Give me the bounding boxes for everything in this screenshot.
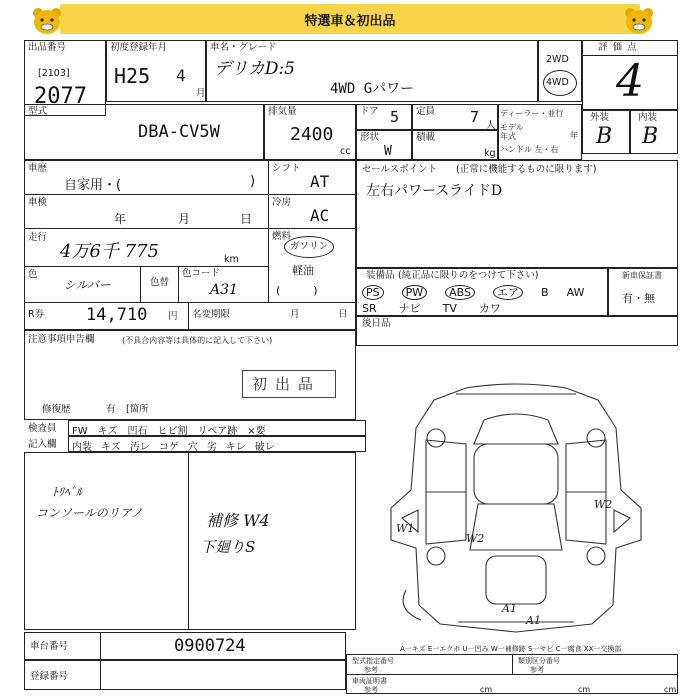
capacity-label: 定員	[416, 106, 436, 117]
drive-label: 2WD	[546, 54, 569, 65]
exterior-label: 外装	[590, 112, 610, 123]
equipment-row-1-item: PW	[402, 285, 428, 300]
inspector-row-2-item: キズ	[101, 442, 121, 453]
inspection-day: 日	[240, 212, 253, 226]
chassis-value: 0900724	[174, 636, 246, 656]
history-close: )	[250, 174, 256, 189]
first-reg-label: 初度登録年月	[110, 42, 168, 53]
lot-code: [2103]	[38, 68, 70, 79]
capacity-unit: 人	[486, 120, 496, 131]
equipment-row-1-item: ABS	[445, 285, 475, 300]
fuel-label: 燃料	[272, 231, 292, 242]
inspector-row-1-item: キズ	[97, 426, 118, 437]
diagram-mark: W2	[466, 532, 485, 545]
dim-unit: cm	[480, 685, 493, 694]
inspector-row-2-item: 汚レ	[129, 442, 150, 453]
repair-label: 修復歴	[42, 404, 71, 415]
equipment-row-2-item: SR	[362, 302, 377, 315]
inspection-month: 月	[178, 212, 191, 226]
inspector-row-1-item: ×要	[247, 426, 266, 437]
handwritten-left-1: ﾄﾘﾍﾞﾙ	[52, 485, 83, 499]
inspector-row-1-items	[72, 422, 276, 437]
first-reg-month-unit: 月	[196, 88, 206, 99]
name-change-day: 日	[338, 309, 348, 320]
later-items-label: 後日品	[362, 318, 391, 329]
equipment-row-1-item: PS	[362, 285, 384, 300]
ac-value: AC	[310, 206, 330, 225]
equipment-label: 装備品	[366, 270, 395, 281]
inspector-row-1-item: 凹石	[127, 426, 148, 437]
row-line	[24, 266, 268, 267]
exterior-value: B	[596, 124, 613, 149]
load-unit: kg	[484, 148, 496, 159]
equipment-hint: (純正品に限りのをつけて下さい)	[398, 270, 539, 281]
doors-label: ドア	[360, 106, 379, 117]
inspector-row-2-item: 穴	[187, 442, 198, 453]
repair-mark: [箇所	[126, 404, 149, 415]
dim-unit: cm	[578, 685, 591, 694]
color-change-label: 色替	[150, 277, 170, 288]
car-name: デリカD:5	[214, 59, 296, 79]
notes-hint: (不具合内容等は具体的に記入して下さい)	[122, 336, 273, 345]
warranty-label: 新車保証書	[622, 271, 662, 280]
equipment-row-1	[362, 284, 602, 300]
first-reg-year: H25	[114, 64, 151, 88]
recycle-value: 14,710	[86, 305, 148, 325]
damage-legend: A一キズ E一エクボ U一凹み W一補修跡 S一サビ C一腐食 XX一交換部	[400, 645, 622, 653]
color-value: シルバー	[64, 278, 111, 292]
notes-label: 注意事項申告欄	[28, 334, 95, 345]
equipment-row-2-item: ナビ	[398, 302, 421, 315]
recycle-unit: 円	[168, 311, 178, 322]
inspector-row-2-item: 破レ	[254, 442, 275, 453]
type-ref: 参考	[364, 666, 378, 674]
inspector-row-2-item: キレ	[225, 442, 246, 453]
dealer-year-unit: 年	[570, 131, 578, 140]
name-change-label: 名変期限	[192, 309, 231, 320]
model-label: 型式	[28, 106, 48, 117]
rating-label: 評価点	[598, 42, 642, 53]
shape-value: W	[384, 144, 392, 159]
row-line	[24, 228, 356, 229]
class-no-label: 類別区分番号	[518, 657, 560, 665]
equipment-row-1-item: B	[541, 286, 549, 299]
mileage-label: 走行	[28, 232, 48, 243]
first-listing-stamp-text: 初出品	[252, 375, 322, 393]
drive-value: 4WD	[546, 77, 569, 88]
sales-box	[356, 160, 678, 268]
displacement-unit: cc	[340, 146, 351, 157]
registration-box	[24, 660, 346, 690]
color-divider	[178, 266, 179, 302]
dim-ref: 参考	[364, 686, 378, 694]
footer-divider	[512, 654, 513, 674]
inspector-label: 検査員	[28, 423, 57, 434]
first-reg-month: 4	[176, 66, 186, 85]
diagram-mark: A1	[526, 614, 541, 627]
car-damage-diagram	[366, 380, 666, 635]
sales-label: セールスポイント	[362, 164, 438, 175]
capacity-value: 7	[470, 108, 480, 126]
displacement-label: 排気量	[268, 106, 297, 117]
interior-value: B	[642, 124, 659, 149]
sales-hint: (正常に機能するものに限ります)	[456, 164, 597, 175]
mileage-unit: km	[224, 254, 239, 265]
inspector-row-2-item: 内装	[72, 442, 92, 453]
sales-value: 左右パワースライドD	[366, 183, 503, 199]
inspection-year: 年	[114, 212, 127, 226]
shift-label: シフト	[272, 163, 301, 174]
dealer-label: ディーラー・並行	[500, 109, 564, 118]
inspector-row-2-item: コゲ	[158, 442, 179, 453]
model-value: DBA-CV5W	[138, 122, 220, 142]
fuel-gasoline: ガソリン	[290, 241, 329, 252]
history-value: 自家用・(	[64, 178, 122, 193]
rating-value: 4	[616, 56, 644, 107]
bear-mascot-icon	[30, 6, 64, 36]
car-label: 車名・グレード	[210, 42, 277, 53]
dealer-model: モデル	[500, 123, 524, 132]
class-ref: 参考	[530, 666, 544, 674]
car-grade: 4WD Gパワー	[330, 81, 415, 97]
detail-divider	[268, 160, 269, 302]
repair-value: 有	[106, 404, 116, 415]
ac-label: 冷房	[272, 197, 292, 208]
inspector-row-1-item: リペア跡	[197, 426, 238, 437]
handwritten-mid-2: 下廻りS	[200, 538, 256, 556]
inspector-row-1-item: FW	[72, 426, 88, 437]
equipment-row-1-item: AW	[566, 286, 585, 299]
equipment-row-2-item: カワ	[478, 302, 501, 315]
load-label: 積載	[416, 132, 436, 143]
name-change-month: 月	[290, 309, 300, 320]
inspector-row-2-item: 劣	[206, 442, 217, 453]
dealer-handle: ハンドル 左・右	[500, 145, 559, 154]
doors-value: 5	[390, 108, 400, 126]
dealer-year: 年式	[500, 132, 516, 141]
lot-number: 2077	[34, 84, 87, 109]
history-label: 車歴	[28, 163, 48, 174]
bear-mascot-icon	[622, 6, 656, 36]
lot-label: 出品番号	[28, 42, 67, 53]
registration-label: 登録番号	[30, 671, 69, 682]
color-divider	[140, 266, 141, 302]
type-no-label: 型式指定番号	[352, 657, 394, 665]
handwritten-mid-1: 補修 W4	[206, 511, 270, 530]
inspector-row-2-items	[72, 438, 284, 453]
diagram-mark: W2	[594, 498, 613, 511]
shift-value: AT	[310, 172, 330, 191]
equipment-row-1-item: エア	[493, 285, 523, 300]
color-label: 色	[28, 269, 38, 280]
color-code-value: A31	[210, 282, 238, 298]
recycle-label: R券	[28, 309, 45, 320]
free-area	[24, 452, 356, 630]
chassis-label: 車台番号	[30, 641, 69, 652]
color-code-label: 色コード	[182, 268, 221, 279]
row-line	[24, 194, 356, 195]
equipment-row-2	[362, 300, 523, 316]
header-title: 特選車＆初出品	[304, 14, 396, 29]
handwritten-left-2: コンソールのリアノ	[36, 506, 143, 520]
footer-divider	[346, 674, 678, 675]
diagram-mark: A1	[502, 602, 517, 615]
row-line	[24, 302, 356, 303]
displacement-value: 2400	[290, 124, 334, 145]
dim-label: 車両証明書	[352, 677, 387, 685]
inspection-label: 車検	[28, 197, 48, 208]
recycle-divider	[188, 302, 189, 330]
shape-label: 形状	[360, 132, 380, 143]
mileage-value: 4万6千 775	[60, 241, 159, 262]
equipment-row-2-item: TV	[442, 302, 457, 315]
diagram-mark: W1	[396, 522, 415, 535]
later-items-box	[356, 316, 678, 346]
inspector-row-1-item: ヒビ割	[157, 426, 188, 437]
dim-unit: cm	[664, 685, 677, 694]
inspector-label-2: 記入欄	[28, 439, 57, 450]
fuel-diesel: 軽油	[292, 264, 314, 277]
fuel-other: ( )	[276, 284, 318, 297]
warranty-value: 有・無	[622, 292, 655, 305]
interior-label: 内装	[638, 112, 658, 123]
free-divider	[188, 452, 189, 630]
